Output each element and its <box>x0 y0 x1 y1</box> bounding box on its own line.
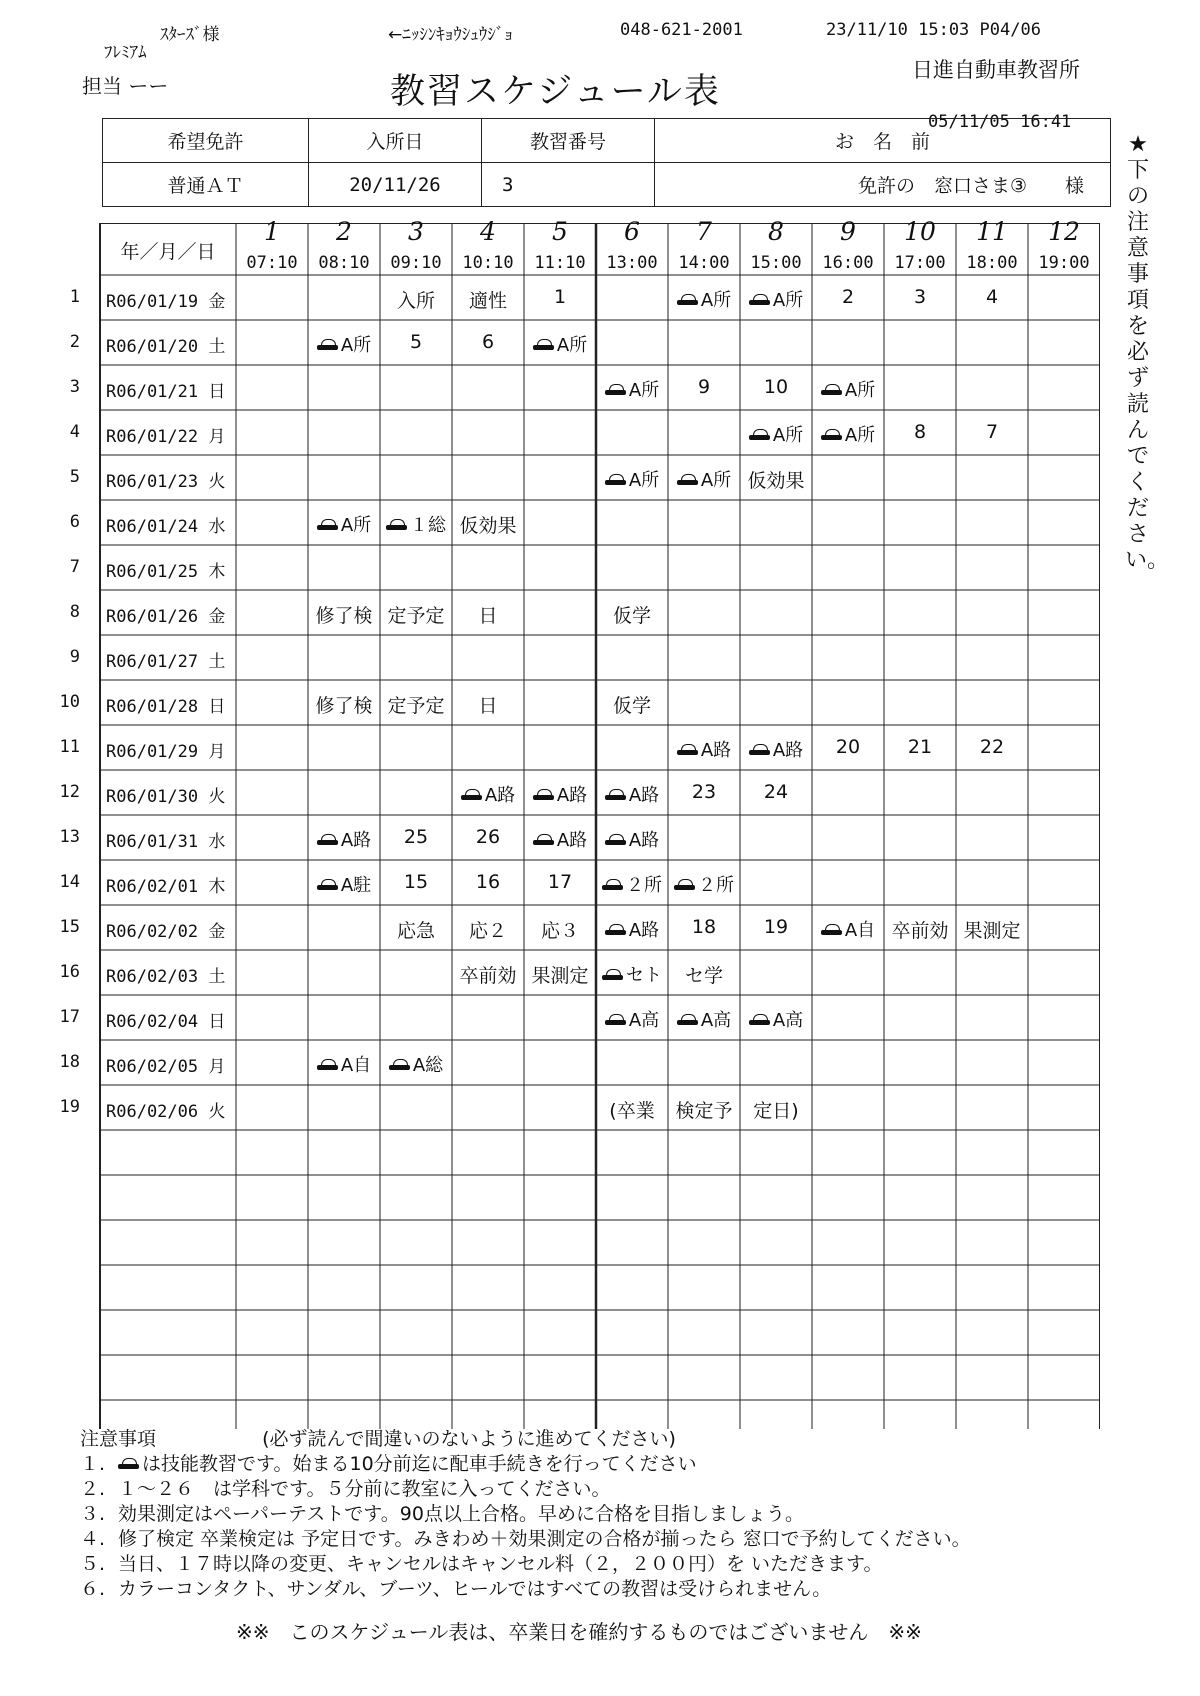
lesson-entry: 仮学 <box>612 695 651 717</box>
license-value: 普通ＡＴ <box>103 163 309 207</box>
schedule-date: R06/02/06 火 <box>106 1102 226 1122</box>
row-number: 16 <box>59 962 80 982</box>
slot-time: 07:10 <box>246 253 298 273</box>
lesson-entry: 2 <box>841 286 855 308</box>
schedule-grid <box>59 217 1100 1429</box>
lesson-practical <box>380 511 452 537</box>
car-icon <box>602 969 624 983</box>
lesson-entry: 果測定 <box>531 965 589 987</box>
lesson-label: A路 <box>556 830 588 851</box>
fax-sender: ←ﾆｯｼﾝｷｮｳｼｭｳｼﾞｮ <box>388 25 513 45</box>
car-icon <box>602 879 624 893</box>
lesson-label: A路 <box>772 740 804 761</box>
slot-number: 12 <box>1048 217 1080 246</box>
lesson-label: A所 <box>628 470 660 491</box>
lesson-practical <box>596 916 668 942</box>
lesson-label: A自 <box>340 1055 372 1076</box>
slot-time: 18:00 <box>966 253 1018 273</box>
lesson-entry: 10 <box>763 376 789 398</box>
lesson-label: A所 <box>340 335 372 356</box>
lesson-practical <box>380 1051 452 1077</box>
note-number: １. <box>80 1453 106 1475</box>
lesson-entry: 応急 <box>396 920 435 942</box>
lesson-practical <box>524 826 596 852</box>
car-icon <box>605 834 627 848</box>
schedule-date: R06/02/02 金 <box>106 922 226 942</box>
note-item <box>80 1527 971 1552</box>
lesson-practical <box>308 1051 380 1077</box>
car-icon <box>317 339 339 353</box>
car-icon <box>317 1059 339 1073</box>
lesson-practical <box>668 871 740 897</box>
lesson-entry: 1 <box>553 286 567 308</box>
enroll-date-value: 20/11/26 <box>309 163 482 207</box>
lesson-practical <box>596 1006 668 1032</box>
note-text: カラーコンタクト、サンダル、ブーツ、ヒールではすべての教習は受けられません。 <box>118 1578 832 1600</box>
schedule-date: R06/01/26 金 <box>106 607 226 627</box>
row-number: 6 <box>69 512 80 532</box>
name-value: 免許の 窓口さま③ 様 <box>655 163 1111 207</box>
lesson-entry: 25 <box>403 826 429 848</box>
lesson-practical <box>596 466 668 492</box>
notes-list <box>80 1452 971 1602</box>
lesson-practical <box>812 421 884 447</box>
car-icon <box>677 744 699 758</box>
lesson-entry: 8 <box>913 421 927 443</box>
lesson-entry: 21 <box>907 736 933 758</box>
lesson-entry: 20 <box>835 736 861 758</box>
note-number: ５. <box>80 1553 106 1575</box>
lesson-entry: 修了検 <box>315 605 373 627</box>
note-item <box>80 1477 971 1502</box>
lesson-label: セト <box>626 965 662 986</box>
slot-time: 19:00 <box>1038 253 1090 273</box>
car-icon <box>749 429 771 443</box>
car-icon <box>821 429 843 443</box>
schedule-date: R06/01/27 土 <box>106 652 226 672</box>
note-item <box>80 1452 971 1477</box>
notes-header <box>80 1427 971 1452</box>
schedule-date: R06/02/01 木 <box>106 877 226 897</box>
lesson-label: A路 <box>556 785 588 806</box>
lesson-label: A所 <box>340 515 372 536</box>
lesson-entry: 応３ <box>540 920 579 942</box>
printed-timestamp: 05/11/05 16:41 <box>928 112 1072 132</box>
row-number: 12 <box>59 782 80 802</box>
lesson-entry: 適性 <box>468 290 507 312</box>
note-number: ６. <box>80 1578 106 1600</box>
lesson-label: A路 <box>484 785 516 806</box>
note-text: は技能教習です。始まる10分前迄に配車手続きを行ってください <box>142 1453 697 1475</box>
lesson-entry: 18 <box>691 916 717 938</box>
lesson-entry: 修了検 <box>315 695 373 717</box>
row-number: 19 <box>59 1097 80 1117</box>
footer-disclaimer: ※※ このスケジュール表は、卒業日を確約するものではございません ※※ <box>236 1620 922 1644</box>
lesson-label: A所 <box>700 290 732 311</box>
slot-time: 11:10 <box>534 253 586 273</box>
lesson-entry: 15 <box>403 871 429 893</box>
lesson-label: ２所 <box>698 875 734 896</box>
car-icon <box>749 294 771 308</box>
note-item <box>80 1552 971 1577</box>
fax-timestamp: 23/11/10 15:03 P04/06 <box>826 20 1041 40</box>
lesson-label: A高 <box>772 1010 804 1031</box>
lesson-label: A路 <box>628 920 660 941</box>
car-icon <box>677 294 699 308</box>
lesson-entry: (卒業 <box>609 1100 655 1122</box>
lesson-practical <box>740 421 812 447</box>
lesson-practical <box>452 781 524 807</box>
slot-time: 13:00 <box>606 253 658 273</box>
slot-number: 3 <box>408 217 424 246</box>
staff-label: 担当 ーー <box>82 74 169 98</box>
row-number: 10 <box>59 692 80 712</box>
car-icon <box>533 789 555 803</box>
date-column-header: 年／月／日 <box>120 241 216 263</box>
car-icon <box>821 384 843 398</box>
row-number: 9 <box>69 647 80 667</box>
lesson-entry: 19 <box>763 916 789 938</box>
lesson-label: A路 <box>628 785 660 806</box>
car-icon <box>749 1014 771 1028</box>
car-icon <box>674 879 696 893</box>
lesson-practical <box>740 736 812 762</box>
lesson-practical <box>596 781 668 807</box>
lesson-label: A駐 <box>340 875 372 896</box>
lesson-entry: 定予定 <box>387 605 445 627</box>
row-number: 1 <box>69 287 80 307</box>
fax-phone: 048-621-2001 <box>620 20 743 40</box>
schedule-date: R06/01/25 木 <box>106 562 226 582</box>
slot-number: 7 <box>696 217 712 246</box>
lesson-practical <box>308 331 380 357</box>
row-number: 4 <box>69 422 80 442</box>
lesson-practical <box>524 331 596 357</box>
car-icon <box>605 1014 627 1028</box>
lesson-entry: 日 <box>478 605 498 627</box>
lesson-practical <box>740 286 812 312</box>
lesson-entry: 4 <box>985 286 999 308</box>
lesson-label: A所 <box>844 380 876 401</box>
lesson-label: A路 <box>628 830 660 851</box>
fax-recipient: ｽﾀｰｽﾞ様 <box>160 25 220 45</box>
lesson-label: A路 <box>340 830 372 851</box>
car-icon <box>317 519 339 533</box>
lesson-entry: 仮効果 <box>747 470 805 492</box>
lesson-practical <box>596 871 668 897</box>
lesson-entry: 17 <box>547 871 573 893</box>
car-icon <box>677 1014 699 1028</box>
lesson-entry: 9 <box>697 376 711 398</box>
slot-number: 10 <box>904 217 936 246</box>
slot-number: 9 <box>840 217 856 246</box>
slot-time: 08:10 <box>318 253 370 273</box>
lesson-entry: 卒前効 <box>891 920 949 942</box>
schedule-date: R06/01/31 水 <box>106 832 226 852</box>
car-icon <box>605 789 627 803</box>
slot-time: 09:10 <box>390 253 442 273</box>
note-number: ２. <box>80 1478 106 1500</box>
lesson-label: A所 <box>628 380 660 401</box>
school-name: 日進自動車教習所 <box>912 58 1080 82</box>
notes-subheading: (必ず読んで間違いのないように進めてください) <box>262 1428 676 1450</box>
schedule-date: R06/01/23 火 <box>106 472 226 492</box>
side-note: ★下の注意事項を必ず読んでください。 <box>1125 132 1170 573</box>
note-text: 効果測定はペーパーテストです。90点以上合格。早めに合格を目指しましょう。 <box>118 1503 804 1525</box>
schedule-date: R06/01/24 水 <box>106 517 226 537</box>
lesson-label: １総 <box>410 515 446 536</box>
note-number: ４. <box>80 1528 106 1550</box>
car-icon <box>317 879 339 893</box>
row-number: 15 <box>59 917 80 937</box>
lesson-label: A所 <box>700 470 732 491</box>
row-number: 13 <box>59 827 80 847</box>
training-no-value: 3 <box>482 163 655 207</box>
lesson-label: A所 <box>556 335 588 356</box>
car-icon <box>605 384 627 398</box>
lesson-entry: 24 <box>763 781 789 803</box>
car-icon <box>533 339 555 353</box>
car-icon <box>317 834 339 848</box>
lesson-practical <box>668 1006 740 1032</box>
lesson-practical <box>596 826 668 852</box>
lesson-entry: 日 <box>478 695 498 717</box>
note-text: 当日、１７時以降の変更、キャンセルはキャンセル料（２，２００円）を いただきます。 <box>118 1553 883 1575</box>
schedule-date: R06/01/28 日 <box>106 697 226 717</box>
slot-number: 8 <box>768 217 784 246</box>
lesson-entry: セ学 <box>684 965 723 987</box>
lesson-practical <box>812 916 884 942</box>
lesson-practical <box>308 511 380 537</box>
notes-section <box>80 1427 971 1602</box>
lesson-entry: 3 <box>913 286 927 308</box>
fax-recipient-sub: ﾌﾚﾐｱﾑ <box>104 43 147 63</box>
note-item <box>80 1577 971 1602</box>
name-label: お 名 前 <box>655 119 1111 163</box>
lesson-entry: 16 <box>475 871 501 893</box>
slot-number: 4 <box>480 217 496 246</box>
car-icon <box>677 474 699 488</box>
schedule-date: R06/01/29 月 <box>106 742 226 762</box>
lesson-entry: 7 <box>985 421 999 443</box>
schedule-date: R06/02/05 月 <box>106 1057 226 1077</box>
car-icon <box>533 834 555 848</box>
schedule-date: R06/02/04 日 <box>106 1012 226 1032</box>
car-icon <box>461 789 483 803</box>
slot-time: 10:10 <box>462 253 514 273</box>
lesson-entry: 仮効果 <box>459 515 517 537</box>
lesson-practical <box>524 781 596 807</box>
car-icon <box>605 924 627 938</box>
schedule-date: R06/01/30 火 <box>106 787 226 807</box>
row-number: 5 <box>69 467 80 487</box>
row-number: 2 <box>69 332 80 352</box>
schedule-date: R06/01/20 土 <box>106 337 226 357</box>
lesson-entry: 果測定 <box>963 920 1021 942</box>
lesson-entry: 定日) <box>753 1100 799 1122</box>
lesson-entry: 6 <box>481 331 495 353</box>
lesson-label: A高 <box>700 1010 732 1031</box>
row-number: 11 <box>59 737 80 757</box>
lesson-practical <box>596 376 668 402</box>
lesson-practical <box>740 1006 812 1032</box>
lesson-practical <box>596 961 668 987</box>
note-text: １～２６ は学科です。５分前に教室に入ってください。 <box>118 1478 611 1500</box>
row-number: 3 <box>69 377 80 397</box>
car-icon <box>389 1059 411 1073</box>
row-number: 17 <box>59 1007 80 1027</box>
slot-number: 5 <box>552 217 568 246</box>
lesson-practical <box>308 826 380 852</box>
car-icon <box>821 924 843 938</box>
car-icon <box>386 519 408 533</box>
enroll-date-label: 入所日 <box>309 119 482 163</box>
lesson-entry: 定予定 <box>387 695 445 717</box>
lesson-entry: 応２ <box>468 920 507 942</box>
lesson-label: A路 <box>700 740 732 761</box>
slot-time: 17:00 <box>894 253 946 273</box>
license-label: 希望免許 <box>103 119 309 163</box>
schedule-date: R06/01/21 日 <box>106 382 226 402</box>
slot-time: 16:00 <box>822 253 874 273</box>
lesson-practical <box>668 466 740 492</box>
lesson-label: A総 <box>412 1055 444 1076</box>
lesson-label: A自 <box>844 920 876 941</box>
lesson-practical <box>668 736 740 762</box>
lesson-entry: 5 <box>409 331 423 353</box>
car-icon <box>118 1458 140 1472</box>
lesson-entry: 卒前効 <box>459 965 517 987</box>
slot-time: 14:00 <box>678 253 730 273</box>
slot-number: 1 <box>264 217 280 246</box>
slot-time: 15:00 <box>750 253 802 273</box>
lesson-label: A所 <box>844 425 876 446</box>
lesson-practical <box>308 871 380 897</box>
lesson-entry: 22 <box>979 736 1005 758</box>
lesson-practical <box>812 376 884 402</box>
page-title: 教習スケジュール表 <box>390 72 721 112</box>
lesson-entry: 仮学 <box>612 605 651 627</box>
slot-number: 2 <box>336 217 352 246</box>
student-info-table <box>102 118 1111 207</box>
lesson-entry: 26 <box>475 826 501 848</box>
training-no-label: 教習番号 <box>482 119 655 163</box>
row-number: 7 <box>69 557 80 577</box>
lesson-practical <box>668 286 740 312</box>
row-number: 14 <box>59 872 80 892</box>
lesson-label: A高 <box>628 1010 660 1031</box>
note-text: 修了検定 卒業検定は 予定日です。みきわめ＋効果測定の合格が揃ったら 窓口で予約してください。 <box>118 1528 971 1550</box>
car-icon <box>749 744 771 758</box>
row-number: 18 <box>59 1052 80 1072</box>
lesson-entry: 23 <box>691 781 717 803</box>
schedule-date: R06/01/19 金 <box>106 292 226 312</box>
note-item <box>80 1502 971 1527</box>
row-number: 8 <box>69 602 80 622</box>
lesson-label: A所 <box>772 425 804 446</box>
slot-number: 11 <box>976 217 1008 246</box>
note-number: ３. <box>80 1503 106 1525</box>
lesson-entry: 入所 <box>396 290 435 312</box>
schedule-date: R06/02/03 土 <box>106 967 226 987</box>
lesson-label: ２所 <box>626 875 662 896</box>
car-icon <box>605 474 627 488</box>
lesson-entry: 検定予 <box>675 1100 733 1122</box>
schedule-date: R06/01/22 月 <box>106 427 226 447</box>
slot-number: 6 <box>624 217 640 246</box>
lesson-label: A所 <box>772 290 804 311</box>
notes-heading: 注意事項 <box>80 1428 157 1450</box>
